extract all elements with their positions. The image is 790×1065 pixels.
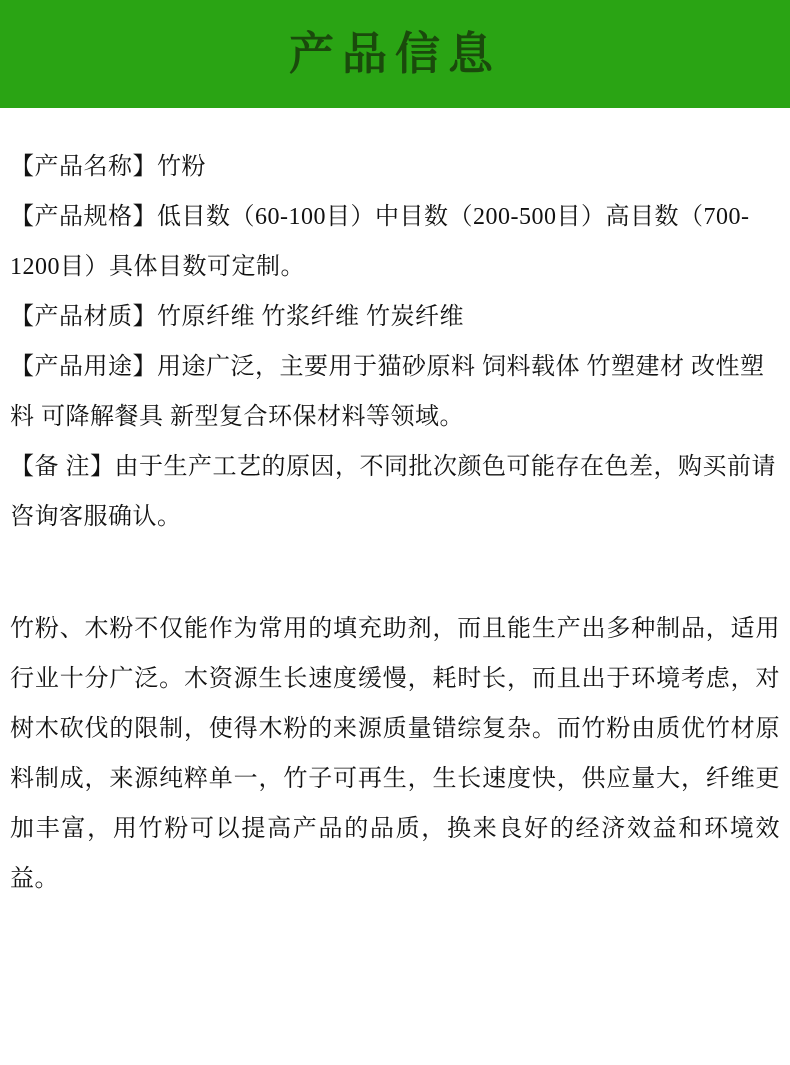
product-spec-list — [10, 142, 780, 542]
spec-value-specification: 低目数（60-100目）中目数（200-500目）高目数（700-1200目）具体目数可定制。 — [10, 204, 750, 280]
spec-label-specification: 【产品规格】 — [10, 204, 157, 230]
product-description — [10, 604, 780, 904]
spec-row-material — [10, 292, 780, 342]
spec-value-product-name: 竹粉 — [157, 154, 206, 180]
description-paragraph: 竹粉、木粉不仅能作为常用的填充助剂，而且能生产出多种制品，适用行业十分广泛。木资源生长速度缓慢，耗时长，而且出于环境考虑，对树木砍伐的限制，使得木粉的来源质量错综复杂。而竹粉由质优竹材原料制成，来源纯粹单一，竹子可再生，生长速度快，供应量大，纤维更加丰富，用竹粉可以提高产品的品质，换来良好的经济效益和环境效益。 — [10, 616, 780, 892]
page-title: 产品信息 — [288, 28, 501, 79]
spec-label-remark: 【备 注】 — [10, 454, 115, 480]
spec-row-product-name — [10, 142, 780, 192]
spec-label-usage: 【产品用途】 — [10, 354, 157, 380]
spec-value-usage: 用途广泛，主要用于猫砂原料 饲料载体 竹塑建材 改性塑料 可降解餐具 新型复合环保材料等领域。 — [10, 354, 765, 430]
spec-label-material: 【产品材质】 — [10, 304, 157, 330]
spec-value-material: 竹原纤维 竹浆纤维 竹炭纤维 — [157, 304, 464, 330]
page-header-banner — [0, 0, 790, 108]
spec-label-product-name: 【产品名称】 — [10, 154, 157, 180]
spec-value-remark: 由于生产工艺的原因，不同批次颜色可能存在色差，购买前请咨询客服确认。 — [10, 454, 776, 530]
spec-row-remark — [10, 442, 780, 542]
spec-row-usage — [10, 342, 780, 442]
spec-row-specification — [10, 192, 780, 292]
page-content — [0, 108, 790, 904]
